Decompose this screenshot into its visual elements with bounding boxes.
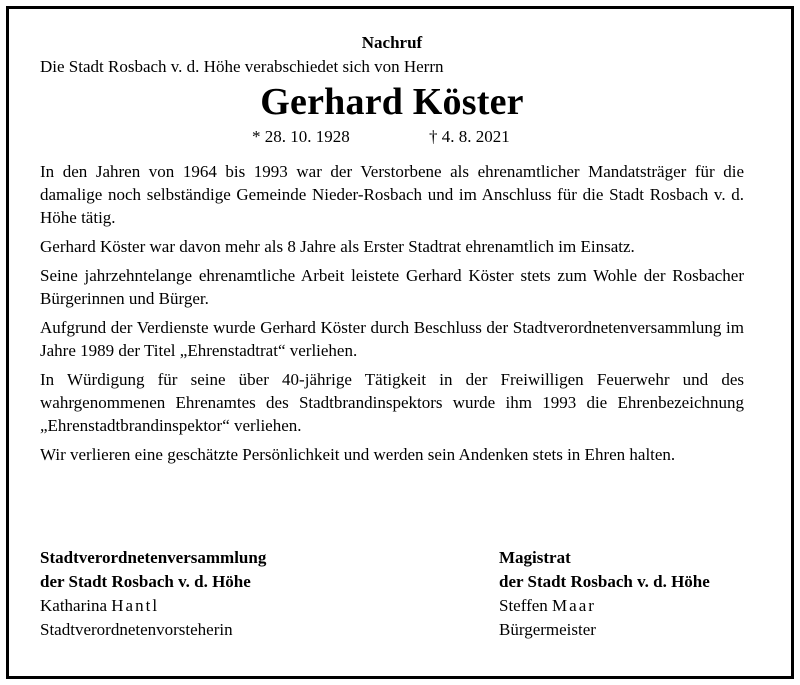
obituary-body [40, 160, 744, 466]
signatory-last-name: Maar [552, 596, 596, 615]
paragraph: Wir verlieren eine geschätzte Persönlichkeit und werden sein Andenken stets in Ehren halten. [40, 445, 676, 464]
signatory-name [40, 594, 266, 618]
signature-org-line1: Magistrat [499, 548, 571, 567]
paragraph: In Würdigung für seine über 40-jährige Tätigkeit in der Freiwilligen Feuerwehr und des wahrgenommenen Ehrenamtes des Stadtbrandinspektors wurde ihm 1993 die Ehrenbezeichnung „Ehrenstadtbrandinspektor“ verliehen. [40, 370, 744, 435]
signatory-first-name: Katharina [40, 596, 108, 615]
signatory-role: Bürgermeister [499, 620, 596, 639]
deceased-name: Gerhard Köster [260, 81, 524, 123]
signatory-last-name: Hantl [111, 596, 160, 615]
heading: Nachruf [361, 33, 423, 52]
death-date: † 4. 8. 2021 [429, 127, 510, 146]
dates-row [40, 126, 744, 148]
birth-date: * 28. 10. 1928 [252, 127, 350, 146]
signatory-role: Stadtverordnetenvorsteherin [40, 620, 233, 639]
paragraph: Gerhard Köster war davon mehr als 8 Jahre als Erster Stadtrat ehrenamtlich im Einsatz. [40, 237, 635, 256]
signature-org-line2: der Stadt Rosbach v. d. Höhe [499, 572, 710, 591]
signature-org-line2: der Stadt Rosbach v. d. Höhe [40, 572, 251, 591]
signature-block-council [40, 546, 266, 642]
signature-block-magistrat [499, 546, 710, 642]
signatory-name [499, 594, 710, 618]
intro-line: Die Stadt Rosbach v. d. Höhe verabschiedet sich von Herrn [40, 57, 444, 76]
paragraph: Seine jahrzehntelange ehrenamtliche Arbeit leistete Gerhard Köster stets zum Wohle der Rosbacher Bürgerinnen und Bürger. [40, 266, 744, 308]
signature-org-line1: Stadtverordnetenversammlung [40, 548, 267, 567]
paragraph: Aufgrund der Verdienste wurde Gerhard Köster durch Beschluss der Stadtverordnetenversammlung im Jahre 1989 der Titel „Ehrenstadtrat“ verliehen. [40, 318, 744, 360]
signatory-first-name: Steffen [499, 596, 548, 615]
obituary-content [40, 32, 744, 472]
paragraph: In den Jahren von 1964 bis 1993 war der Verstorbene als ehrenamtlicher Mandatsträger für die damalige noch selbständige Gemeinde Nieder-Rosbach und im Anschluss für die Stadt Rosbach v. d. Höhe tätig. [40, 162, 744, 227]
